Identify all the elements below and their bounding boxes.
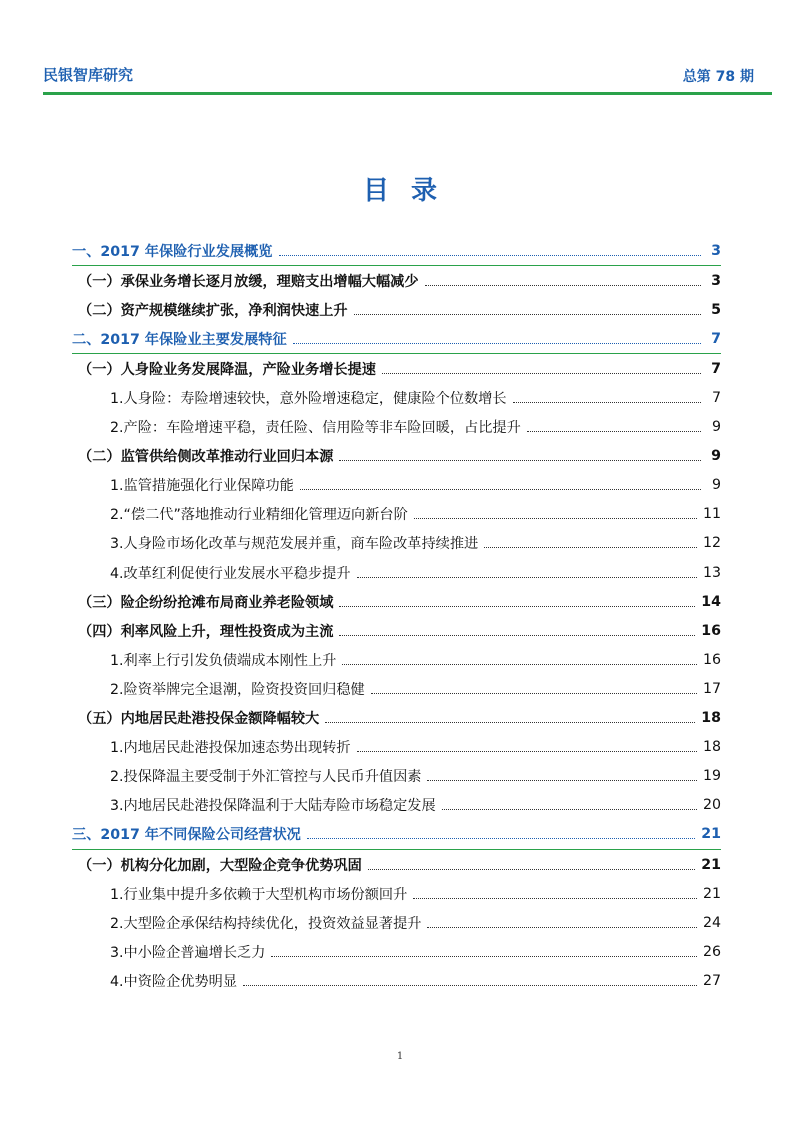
dot-leader (271, 955, 697, 957)
toc-entry-page: 9 (711, 419, 721, 436)
toc-entry-title: 2.大型险企承保结构持续优化，投资效益显著提升 (110, 915, 422, 932)
page-header (43, 60, 772, 96)
toc-entry-title: 1.内地居民赴港投保加速态势出现转折 (110, 740, 351, 757)
dot-leader (425, 284, 701, 286)
toc-entry-title: （一）人身险业务发展降温，产险业务增长提速 (78, 361, 376, 378)
toc-entry-page: 11 (702, 506, 721, 523)
toc-entry-page: 13 (702, 564, 721, 581)
toc-entry-page: 18 (701, 710, 721, 727)
toc-entry[interactable] (72, 966, 721, 995)
toc-entry-page: 3 (711, 272, 721, 289)
toc-entry-page: 9 (711, 448, 721, 465)
toc-entry[interactable] (72, 733, 721, 762)
toc-entry-page: 5 (711, 301, 721, 318)
toc-entry[interactable] (72, 295, 721, 324)
dot-leader (513, 401, 701, 403)
toc-entry-title: 三、2017 年不同保险公司经营状况 (72, 827, 301, 844)
dot-leader (427, 779, 696, 781)
header-divider (43, 92, 772, 95)
toc-entry[interactable] (72, 500, 721, 529)
dot-leader (339, 605, 695, 607)
page-number: 1 (396, 1051, 404, 1062)
toc-entry-page: 14 (701, 593, 721, 610)
toc-entry-page: 7 (711, 360, 721, 377)
toc-entry[interactable] (72, 820, 721, 850)
dot-leader (527, 430, 701, 432)
toc-entry-page: 16 (701, 622, 721, 639)
dot-leader (342, 663, 697, 665)
toc-entry-title: 4.改革红利促使行业发展水平稳步提升 (110, 565, 351, 582)
toc-entry-title: （二）资产规模继续扩张，净利润快速上升 (78, 302, 348, 319)
toc-entry-title: 1.利率上行引发负债端成本刚性上升 (110, 652, 337, 669)
toc-entry[interactable] (72, 236, 721, 266)
dot-leader (279, 254, 702, 256)
toc-entry-page: 7 (711, 330, 721, 347)
dot-leader (484, 546, 697, 548)
toc-entry-page: 17 (702, 680, 721, 697)
dot-leader (300, 488, 701, 490)
toc-entry-title: （二）监管供给侧改革推动行业回归本源 (78, 449, 334, 466)
brand-title: 民银智库研究 (43, 66, 134, 84)
toc-entry-title: 二、2017 年保险业主要发展特征 (72, 331, 287, 348)
toc-entry-title: （五）内地居民赴港投保金额降幅较大 (78, 711, 320, 728)
toc-entry-page: 3 (711, 242, 721, 259)
toc-entry[interactable] (72, 413, 721, 442)
toc-entry-title: 1.监管措施强化行业保障功能 (110, 478, 294, 495)
toc-entry-page: 16 (702, 651, 721, 668)
toc-entry-title: 一、2017 年保险行业发展概览 (72, 243, 273, 260)
toc-entry[interactable] (72, 442, 721, 471)
toc-entry[interactable] (72, 587, 721, 616)
toc-entry[interactable] (72, 354, 721, 383)
dot-leader (382, 372, 701, 374)
toc-entry-title: （一）机构分化加剧，大型险企竞争优势巩固 (78, 857, 362, 874)
toc-entry[interactable] (72, 558, 721, 587)
toc-entry-page: 18 (702, 739, 721, 756)
toc-entry[interactable] (72, 879, 721, 908)
toc-entry-title: 4.中资险企优势明显 (110, 973, 238, 990)
dot-leader (371, 692, 697, 694)
dot-leader (414, 517, 697, 519)
toc-entry[interactable] (72, 704, 721, 733)
page-title: 目录 (362, 176, 459, 206)
toc-entry-title: 1.人身险：寿险增速较快，意外险增速稳定，健康险个位数增长 (110, 391, 507, 408)
toc-entry[interactable] (72, 937, 721, 966)
toc-entry[interactable] (72, 324, 721, 354)
toc-entry-page: 21 (702, 885, 721, 902)
toc-entry-title: 2.“偿二代”落地推动行业精细化管理迈向新台阶 (110, 507, 408, 524)
toc-entry[interactable] (72, 762, 721, 791)
toc-entry-title: 2.产险：车险增速平稳，责任险、信用险等非车险回暖，占比提升 (110, 420, 521, 437)
toc-entry-title: （三）险企纷纷抢滩布局商业养老险领域 (78, 594, 334, 611)
toc-entry-page: 20 (702, 797, 721, 814)
toc-entry[interactable] (72, 674, 721, 703)
dot-leader (243, 984, 697, 986)
dot-leader (368, 868, 695, 870)
toc-entry-page: 7 (711, 390, 721, 407)
toc-entry[interactable] (72, 529, 721, 558)
toc-entry-page: 12 (702, 535, 721, 552)
toc-entry-title: （一）承保业务增长逐月放缓，理赔支出增幅大幅减少 (78, 273, 419, 290)
toc-entry-page: 9 (711, 477, 721, 494)
toc-entry-page: 24 (702, 914, 721, 931)
toc-entry-title: 3.中小险企普遍增长乏力 (110, 944, 266, 961)
toc-entry-title: 1.行业集中提升多依赖于大型机构市场份额回升 (110, 886, 408, 903)
toc-entry-page: 27 (702, 972, 721, 989)
toc-entry[interactable] (72, 791, 721, 820)
dot-leader (339, 459, 701, 461)
dot-leader (307, 837, 695, 839)
table-of-contents (72, 236, 721, 995)
toc-entry-title: 2.险资举牌完全退潮，险资投资回归稳健 (110, 681, 365, 698)
issue-number: 总第 78 期 (682, 69, 754, 85)
toc-entry[interactable] (72, 616, 721, 645)
toc-entry-page: 21 (701, 856, 721, 873)
dot-leader (357, 750, 697, 752)
dot-leader (357, 576, 697, 578)
toc-entry-title: 3.内地居民赴港投保降温利于大陆寿险市场稳定发展 (110, 798, 436, 815)
toc-entry[interactable] (72, 471, 721, 500)
toc-entry-page: 19 (702, 768, 721, 785)
toc-entry-page: 21 (701, 826, 721, 843)
dot-leader (427, 926, 696, 928)
toc-entry-title: 3.人身险市场化改革与规范发展并重，商车险改革持续推进 (110, 536, 479, 553)
dot-leader (442, 808, 697, 810)
toc-entry-title: 2.投保降温主要受制于外汇管控与人民币升值因素 (110, 769, 422, 786)
toc-entry[interactable] (72, 850, 721, 879)
toc-entry[interactable] (72, 266, 721, 295)
dot-leader (293, 342, 701, 344)
toc-entry-title: （四）利率风险上升，理性投资成为主流 (78, 623, 334, 640)
dot-leader (339, 634, 695, 636)
toc-entry[interactable] (72, 383, 721, 412)
toc-entry[interactable] (72, 908, 721, 937)
dot-leader (413, 897, 697, 899)
toc-entry[interactable] (72, 645, 721, 674)
toc-entry-page: 26 (702, 943, 721, 960)
dot-leader (354, 313, 701, 315)
dot-leader (325, 721, 695, 723)
